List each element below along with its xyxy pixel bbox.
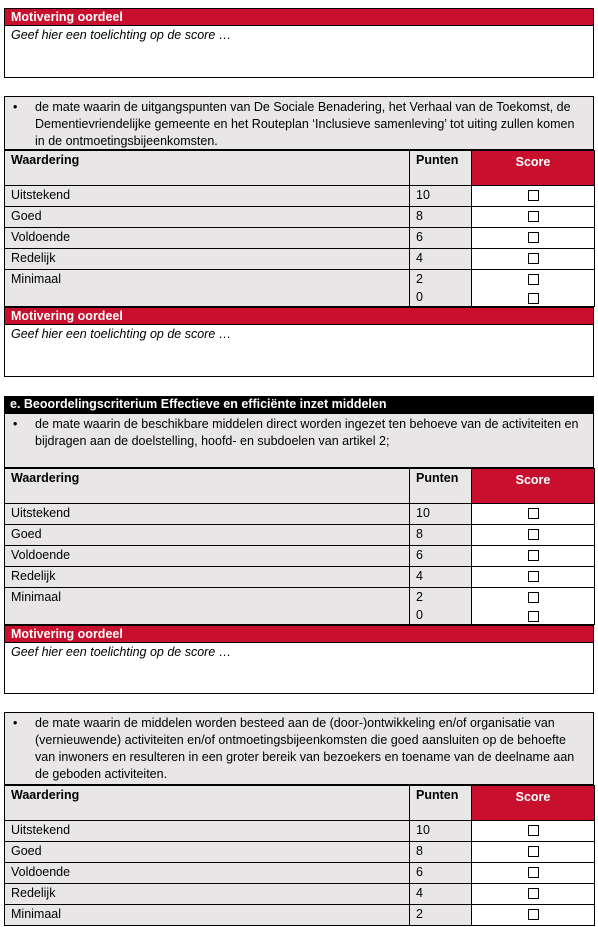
header-waardering: Waardering: [5, 786, 410, 821]
bullet-icon: •: [13, 417, 18, 431]
table-row: Redelijk 4: [5, 884, 595, 905]
table-row: Minimaal 2: [5, 905, 595, 926]
rating-table: [4, 785, 595, 926]
header-waardering: Waardering: [5, 469, 410, 504]
table-row: Uitstekend 10: [5, 186, 595, 207]
checkbox[interactable]: [528, 232, 539, 243]
checkbox[interactable]: [528, 571, 539, 582]
rating-table: [4, 468, 595, 625]
checkbox[interactable]: [528, 550, 539, 561]
motivering-input[interactable]: Geef hier een toelichting op de score …: [4, 325, 594, 377]
checkbox[interactable]: [528, 867, 539, 878]
header-punten: Punten: [410, 151, 472, 186]
section-title: e. Beoordelingscriterium Effectieve en efficiënte inzet middelen: [4, 396, 594, 414]
table-row: Uitstekend 10: [5, 821, 595, 842]
checkbox[interactable]: [528, 190, 539, 201]
table-row: Uitstekend 10: [5, 504, 595, 525]
checkbox[interactable]: [528, 825, 539, 836]
checkbox[interactable]: [528, 909, 539, 920]
rating-table: [4, 150, 595, 307]
motivering-input[interactable]: Geef hier een toelichting op de score …: [4, 26, 594, 78]
checkbox[interactable]: [528, 293, 539, 304]
criterion-text: • de mate waarin de uitgangspunten van De Sociale Benadering, het Verhaal van de Toekomst, de Dementievriendelijke gemeente en het Routeplan ‘Inclusieve samenleving’ tot uiting zullen komen in de ontmoetingsbijeenkomsten.: [4, 96, 594, 150]
table-row: Redelijk 4: [5, 567, 595, 588]
checkbox[interactable]: [528, 274, 539, 285]
bullet-icon: •: [13, 100, 18, 114]
header-score: Score: [472, 151, 595, 186]
table-row: Redelijk 4: [5, 249, 595, 270]
table-row: Minimaal 2 0: [5, 588, 595, 625]
checkbox[interactable]: [528, 846, 539, 857]
header-punten: Punten: [410, 469, 472, 504]
checkbox[interactable]: [528, 508, 539, 519]
motivering-header: Motivering oordeel: [4, 8, 594, 26]
table-row: Voldoende 6: [5, 546, 595, 567]
header-punten: Punten: [410, 786, 472, 821]
header-score: Score: [472, 469, 595, 504]
motivering-header: Motivering oordeel: [4, 625, 594, 643]
table-row: Goed 8: [5, 207, 595, 228]
criterion-text: • de mate waarin de beschikbare middelen direct worden ingezet ten behoeve van de activiteiten en bijdragen aan de doelstelling, hoofd- en subdoelen van artikel 2;: [4, 414, 594, 468]
header-score: Score: [472, 786, 595, 821]
motivering-input[interactable]: Geef hier een toelichting op de score …: [4, 643, 594, 694]
table-row: Goed 8: [5, 525, 595, 546]
checkbox[interactable]: [528, 592, 539, 603]
checkbox[interactable]: [528, 211, 539, 222]
table-row: Goed 8: [5, 842, 595, 863]
checkbox[interactable]: [528, 529, 539, 540]
table-row: Voldoende 6: [5, 863, 595, 884]
checkbox[interactable]: [528, 611, 539, 622]
table-row: Voldoende 6: [5, 228, 595, 249]
table-row: Minimaal 2 0: [5, 270, 595, 307]
checkbox[interactable]: [528, 888, 539, 899]
bullet-icon: •: [13, 716, 18, 730]
motivering-header: Motivering oordeel: [4, 307, 594, 325]
criterion-text: • de mate waarin de middelen worden besteed aan de (door-)ontwikkeling en/of organisatie van (vernieuwende) activiteiten en/of ontmoetingsbijeenkomsten die goed aansluiten op de behoefte van inwoners en resulteren in een groter bereik van bezoekers en toename van de deelname aan de geboden activiteiten.: [4, 712, 594, 785]
header-waardering: Waardering: [5, 151, 410, 186]
checkbox[interactable]: [528, 253, 539, 264]
